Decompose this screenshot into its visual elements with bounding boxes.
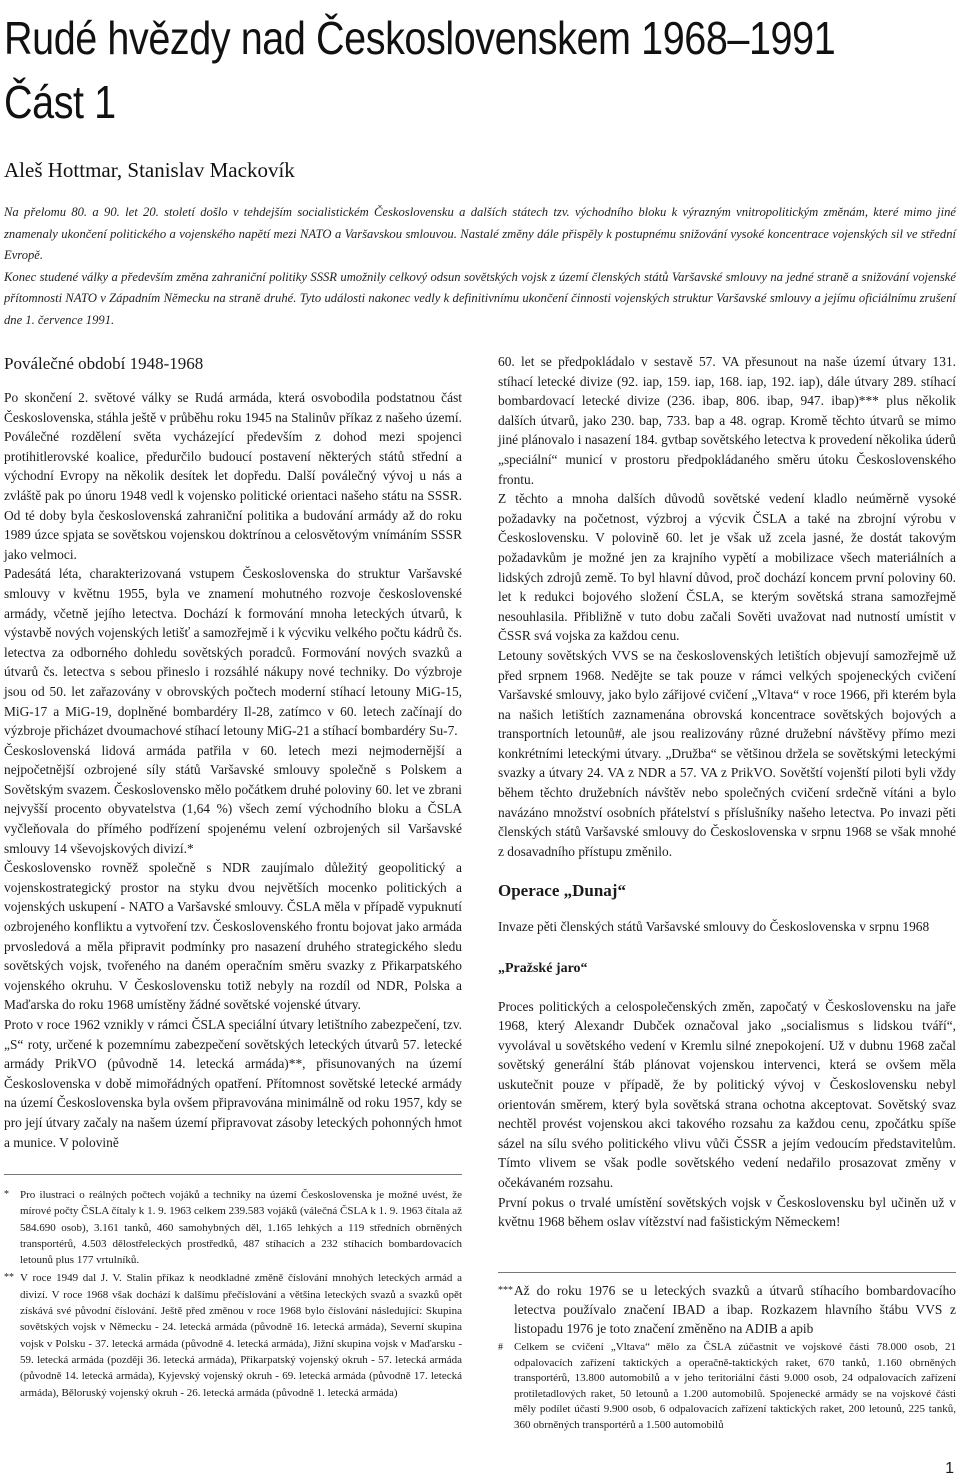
section-title: Operace „Dunaj“ [498, 881, 626, 901]
body-paragraph: Proto v roce 1962 vznikly v rámci ČSLA speciální útvary letištního zabezpečení, tzv. „S“ roty, určené k pozemnímu zabezpečení sovětských leteckých útvarů 57. letecké armády PrikVO (původně 14. letecká armáda)**, přisunovaných na území Československa v době mimořádných opatření. Přítomnost sovětské letecké armády na území Československa byla ovšem připravována minimálně od roku 1957, kdy se pro její útvary začaly na našem území připravovat zásoby leteckých pohonných hmot a munice. V polovině [4, 1017, 462, 1150]
abstract [4, 202, 956, 332]
footnote-mark: ** [4, 1272, 14, 1284]
footnotes-right [498, 1272, 956, 1436]
body-paragraph: Československo rovněž společně s NDR zaujímalo důležitý geopolitický a vojenskostrategický prostor na styku dvou největších mocenko politických a vojenských uskupení - NATO a Varšavské smlouvy. ČSLA měla v případě vypuknutí ozbrojeného konfliktu a vytvoření tzv. Československého frontu bojovat jako armáda prvosledová a měla připravit podmínky pro nasazení druhého strategického sledu sovětských vojsk, tvořeného na daném operačním směru svazky z Přikarpatského vojenského okruhu. V Československu totiž nebyly na rozdíl od NDR, Polska a Maďarska do roku 1968 umístěny žádné sovětské vojenské útvary. [4, 860, 462, 1013]
body-paragraph: Padesátá léta, charakterizovaná vstupem Československa do struktur Varšavské smlouvy v květnu 1955, byla ve znamení mohutného rozvoje československé armády, včetně jejího letectva. Dochází k formování mnoha leteckých útvarů, k výstavbě nových vojenských letišť a samozřejmě i k výcviku velkého počtu kádrů čs. letectva za odborného dohledu sovětských poradců. Formování nových svazků a útvarů čs. letectva s sebou přineslo i rozsáhlé nákupy nové techniky. Do výzbroje jsou od 50. let zařazovány v obrovských počtech moderní stíhací letouny MiG-15, MiG-17 a MiG-19, doplněné bombardéry Il-28, zatímco v 60. letech začínají do výzbroje přicházet dvoumachové stíhací letouny MiG-21 a stíhací bombardéry Su-7. [4, 566, 462, 739]
section-title: Poválečné období 1948-1968 [4, 354, 204, 373]
abstract-paragraph: Na přelomu 80. a 90. let 20. století došlo v tehdejším socialistickém Československu a dalších státech tzv. východního bloku k výrazným vnitropolitickým změnám, které mimo jiné znamenaly ukončení politického a vojenského napětí mezi NATO a Varšavskou smlouvou. Nastalé změny dále přispěly k postupnému snižování vysoké koncentrace vojenských sil ve střední Evropě. [4, 205, 956, 263]
body-paragraph: Po skončení 2. světové války se Rudá armáda, která osvobodila podstatnou část Československa, stáhla ještě v průběhu roku 1945 na Stalinův příkaz z našeho území. Poválečné rozdělení světa vycházející především z dohod mezi spojenci protihitlerovské koalice, předurčilo budoucí postavení některých států střední a východní Evropy na několik desítek let dopředu. Další poválečný vývoj u nás a zvláště pak po únoru 1948 vedl k vojensko politické orientaci našeho státu na SSSR. Od té doby byla československá zahraniční politika a budování armády až do roku 1989 úzce spjata se sovětskou vojenskou doktrínou a celosvětovým vnímáním SSSR jako velmoci. [4, 390, 462, 562]
section-lede: Invaze pěti členských států Varšavské smlouvy do Československa v srpnu 1968 [498, 919, 930, 935]
footnote-mark: * [4, 1189, 9, 1200]
footnote [4, 1270, 462, 1400]
article-title [4, 6, 836, 134]
subsection-title: „Pražské jaro“ [498, 961, 588, 977]
footnote-text: Až do roku 1976 se u leteckých svazků a útvarů stíhacího bombardovacího letectva používalo značení IBAD a ibap. Rozkazem hlavního štábu VVS z listopadu 1976 je toto značení změněno na ADIB a apib [514, 1283, 956, 1336]
footnotes-left [4, 1174, 462, 1403]
footnote-text: V roce 1949 dal J. V. Stalin příkaz k neodkladné změně číslování mnohých leteckých armád a divizí. V roce 1968 však dochází k dalšímu přečíslování a většina leteckých svazů a svazků opět získává své původní číslování. Ještě před změnou v roce 1968 bylo číslování následující: Skupina sovětských vojsk v Německu - 24. letecká armáda (původně 16. letecká armáda), Severní skupina vojsk v Polsku - 37. letecká armáda (původně 4. letecká armáda), Jižní skupina vojsk v Maďarsku - 59. letecká armáda (později 36. letecká armáda), Přikarpatský vojenský okruh - 57. letecká armáda (původně 14. letecká armáda), Kyjevský vojenský okruh - 69. letecká armáda (původně 17. letecká armáda), Běloruský vojenský okruh - 26. letecká armáda (původně 1. letecká armáda) [20, 1272, 462, 1399]
footnote-text: Celkem se cvičení „Vltava“ mělo za ČSLA zúčastnit ve vojskové části 78.000 osob, 21 odpalovacích zařízení taktických a operačně-taktických raket, 670 tanků, 1.160 obrněných transportérů, 13.800 automobilů a v jeho teritoriální části 9.000 osob, 24 odpalovacích zařízení protiletadlových raket, 50 letounů a 1.200 automobilů. Spojenecké armády se na vojskové části měly podílet účastí 9.900 osob, 6 odpalovacích zařízení taktických raket, 200 letounů, 225 tanků, 360 obrněných transportérů a 1.500 automobilů [514, 1341, 956, 1431]
body-paragraph: Z těchto a mnoha dalších důvodů sovětské vedení kladlo neúměrně vysoké požadavky na početnost, výzbroj a výcvik ČSLA a také na zbrojní výrobu v Československu. V polovině 60. let je však už zcela jasné, že dostát takovým požadavkům je možné jen za krajního vypětí a mobilizace všech materiálních a lidských zdrojů země. To byl hlavní důvod, proč dochází koncem první poloviny 60. let k redukci bojového složení ČSLA, se kterým sovětská strana samozřejmě nesouhlasila. Přibližně v tuto dobu začali Sověti uvažovat nad nutností umístit v ČSSR svá vojska za každou cenu. [498, 491, 956, 644]
authors: Aleš Hottmar, Stanislav Mackovík [4, 158, 295, 182]
footnote-text: Pro ilustraci o reálných počtech vojáků a techniky na území Československa je možné uvést, že mírové počty ČSLA čítaly k 1. 9. 1963 celkem 239.583 vojáků (válečná ČSLA k 1. 9. 1963 čítala až 584.690 osob), 3.161 tanků, 460 samohybných děl, 1.165 lehkých a 119 středních obrněných transportérů, 4.503 dělostřeleckých prostředků, 487 stíhacích a 232 stíhacích bombardovacích letounů plus 177 vrtulníků. [20, 1189, 462, 1267]
title-line-1: Rudé hvězdy nad Československem 1968–1991 [4, 12, 836, 64]
footnote [498, 1340, 956, 1434]
body-paragraph: Letouny sovětských VVS se na československých letištích objevují samozřejmě už před srpnem 1968. Nedějte se tak pouze v rámci velkých spojeneckých cvičení Varšavské smlouvy, jako bylo zářijové cvičení „Vltava“ v roce 1966, při kterém byla na našich letištích zaznamenána obrovská koncentrace sovětských bojových a transportních letounů#, ale jsou realizovány různé družební návštěvy přímo mezi konkrétními leteckými útvary. „Družba“ se většinou držela se sovětskými leteckými svazky a útvary 24. VA z NDR a 57. VA z PrikVO. Sovětští vojenští piloti byli vždy během těchto družebních návštěv nebo společných cvičení srdečně vítáni a bylo navázáno množství osobních přátelství s příslušníky našeho letectva. Po invazi pěti členských států Varšavské smlouvy do Československa v srpnu 1968 se však mnohé z dosavadního přístupu změnilo. [498, 647, 956, 859]
abstract-paragraph: Konec studené války a především změna zahraniční politiky SSSR umožnily celkový odsun sovětských vojsk z území členských států Varšavské smlouvy na jedné straně a snižování vojenské přítomnosti NATO v Západním Německu na straně druhé. Tyto události nakonec vedly k definitivnímu ukončení činnosti vojenských struktur Varšavské smlouvy a jejímu oficiálnímu zrušení dne 1. července 1991. [4, 269, 956, 327]
footnote [4, 1187, 462, 1268]
title-line-2: Část 1 [4, 76, 116, 128]
body-paragraph: 60. let se předpokládalo v sestavě 57. VA přesunout na naše území útvary 131. stíhací letecké divize (92. iap, 159. iap, 168. iap, 192. iap), dále útvary 289. stíhací bombardovací letecké divize (236. ibap, 806. ibap, 947. ibap)*** plus několik dalších útvarů, jako 230. bap, 733. bap a 48. ograp. Kromě těchto útvarů se mimo jiné plánovalo i nasazení 184. gvtbap sovětského letectva k provedení několika úderů „speciální“ municí v prostoru předpokládaného směru útoku Československého frontu. [498, 354, 956, 487]
footnote [498, 1281, 956, 1338]
right-column [498, 352, 956, 1232]
footnote-mark: *** [498, 1285, 513, 1296]
footnote-mark: # [498, 1342, 503, 1353]
left-column [4, 352, 462, 1152]
body-paragraph: První pokus o trvalé umístění sovětských vojsk v Československu byl učiněn už v květnu 1968 během oslav vítězství nad fašistickým Německem! [498, 1194, 956, 1230]
page-number: 1 [945, 1460, 954, 1477]
body-paragraph: Československá lidová armáda patřila v 60. letech mezi nejmodernější a nejpočetnější ozbrojené síly států Varšavské smlouvy společně s Polskem a Sovětským svazem. Československo mělo počátkem druhé poloviny 60. let ve zbrani nejvyšší procento obyvatelstva (1,64 %) všech zemí východního bloku a ČSLA vyčleňovala do přímého podřízení spojenému velení ozbrojených sil Varšavské smlouvy 14 vševojskových divizí.* [4, 742, 462, 856]
body-paragraph: Proces politických a celospolečenských změn, započatý v Československu na jaře 1968, který Alexandr Dubček označoval jako „socialismus s lidskou tváří“, vyvolával u sovětského vedení v Kremlu silné znepokojení. Už v dubnu 1968 začal sovětský generální štáb plánovat vojenskou intervenci, která se ovšem měla uskutečnit pouze v případě, že by politický vývoj v Československu nebyl orientován směrem, který byla sovětská strana ochotna akceptovat. Sovětský svaz nechtěl provést vojenskou akci takového rozsahu za každou cenu, zpočátku spíše sázel na sílu svého politického vlivu vůči ČSSR a jejím vedoucím představitelům. Tímto vlivem se však podle sovětského vedení nedařilo prosazovat změny v očekávaném rozsahu. [498, 998, 956, 1190]
